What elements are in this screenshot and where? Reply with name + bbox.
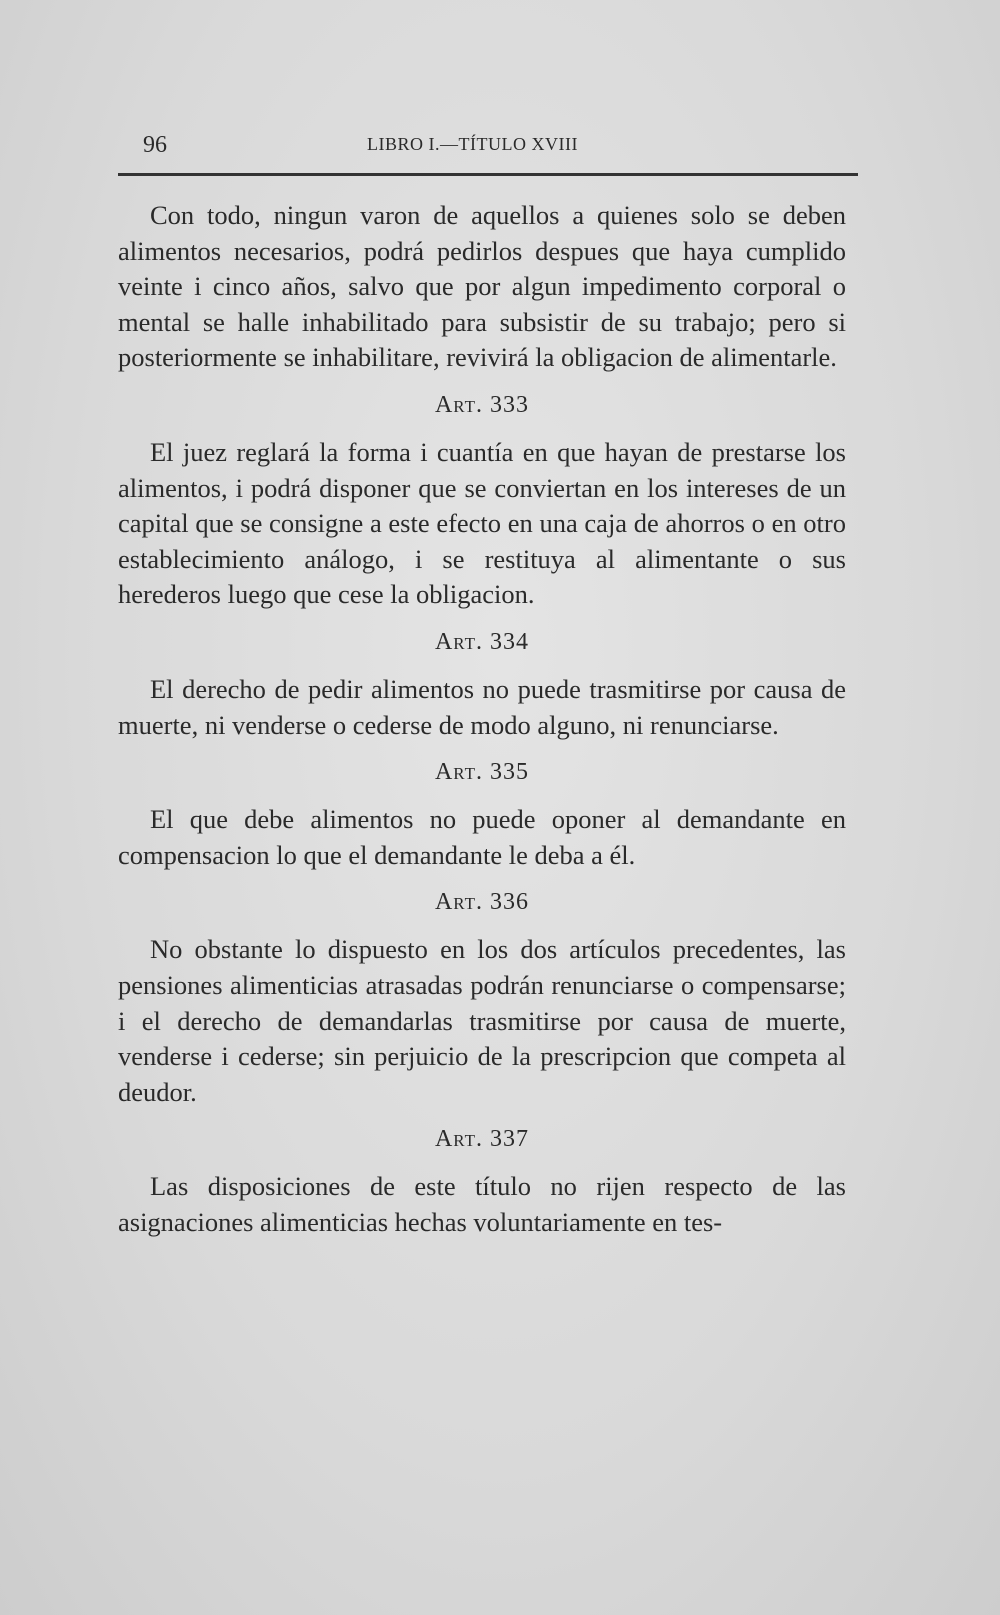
running-head: LIBRO I.—TÍTULO XVIII: [367, 134, 578, 154]
paragraph-intro: Con todo, ningun varon de aquellos a quienes solo se deben alimentos necesarios, podrá pedirlos despues que haya cumplido veinte i cinco años, salvo que por algun impedimento corporal o mental se halle inhabilitado para subsistir de su trabajo; pero si posteriormente se inhabilitare, revivirá la obligacion de alimentarle.: [118, 200, 846, 373]
article-heading-333: Art. 333: [434, 391, 530, 418]
article-336-text: No obstante lo dispuesto en los dos artículos precedentes, las pensiones alimenticias atrasadas podrán renunciarse o compensarse; i el derecho de demandarlas trasmitirse por causa de muerte, venderse i cederse; sin perjuicio de la prescripcion que competa al deudor.: [118, 934, 846, 1107]
article-heading-335: Art. 335: [434, 759, 530, 786]
article-335-text: El que debe alimentos no puede oponer al demandante en compensacion lo que el demandante le deba a él.: [118, 804, 846, 870]
article-337-text: Las disposiciones de este título no rijen respecto de las asignaciones alimenticias hechas voluntariamente en tes-: [118, 1171, 846, 1237]
header-rule: [118, 173, 858, 176]
article-heading-334: Art. 334: [434, 628, 530, 655]
page-number: 96: [143, 132, 167, 158]
article-333-text: El juez reglará la forma i cuantía en que hayan de prestarse los alimentos, i podrá disponer que se conviertan en los intereses de un capital que se consigne a este efecto en una caja de ahorros o en otro establecimiento análogo, i se restituya al alimentante o sus herederos luego que cese la obligacion.: [118, 436, 846, 610]
page-header: [143, 132, 855, 162]
article-heading-336: Art. 336: [434, 889, 530, 916]
page-body: [118, 198, 846, 1240]
article-334-text: El derecho de pedir alimentos no puede trasmitirse por causa de muerte, ni venderse o cederse de modo alguno, ni renunciarse.: [118, 673, 846, 740]
article-heading-337: Art. 337: [434, 1126, 530, 1153]
